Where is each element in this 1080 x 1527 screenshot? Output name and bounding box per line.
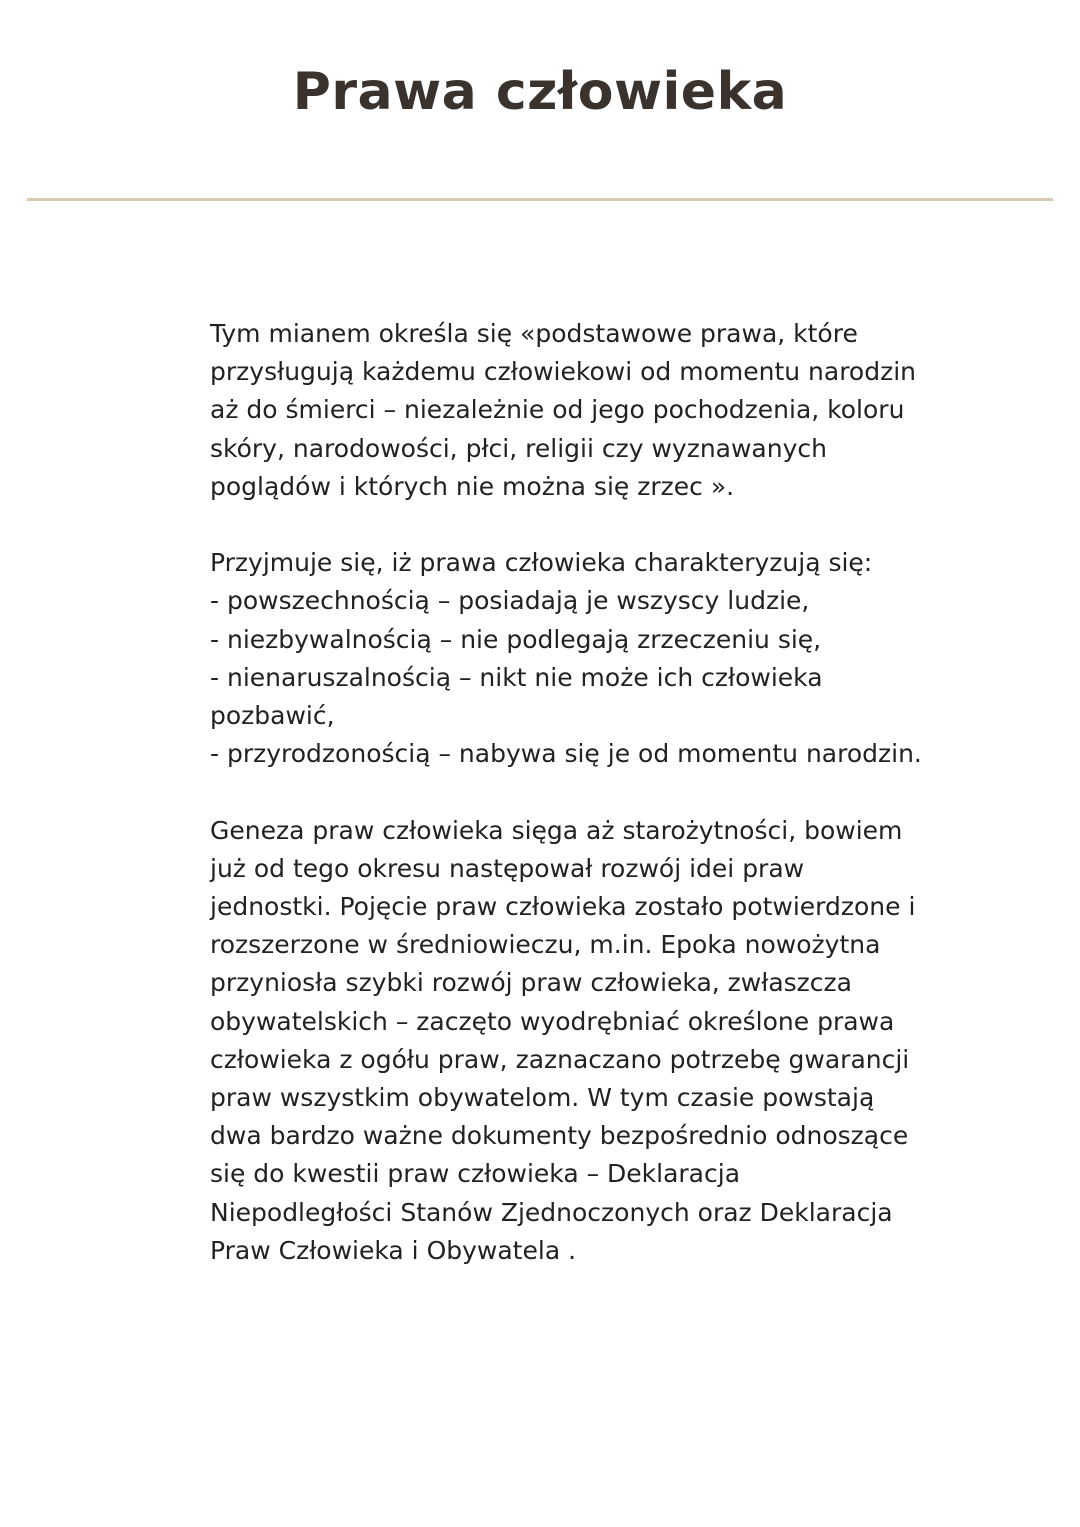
document-body (210, 315, 930, 1308)
paragraph-features-intro: Przyjmuje się, iż prawa człowieka charakteryzują się: (210, 548, 873, 578)
paragraph-definition: Tym mianem określa się «podstawowe prawa, które przysługują każdemu człowiekowi od momentu narodzin aż do śmierci – niezależnie od jego pochodzenia, koloru skóry, narodowości, płci, religii czy wyznawanych poglądów i których nie można się zrzec ». (210, 319, 917, 501)
feature-item: - nienaruszalnością – nikt nie może ich człowieka pozbawić, (210, 659, 930, 735)
feature-item: - przyrodzonością – nabywa się je od momentu narodzin. (210, 735, 930, 773)
page-title: Prawa człowieka (292, 62, 788, 122)
feature-item: - niezbywalnością – nie podlegają zrzeczeniu się, (210, 621, 930, 659)
paragraph-genesis: Geneza praw człowieka sięga aż starożytności, bowiem już od tego okresu następował rozwój idei praw jednostki. Pojęcie praw człowieka zostało potwierdzone i rozszerzone w średniowieczu, m.in. Epoka nowożytna przyniosła szybki rozwój praw człowieka, zwłaszcza obywatelskich – zaczęto wyodrębniać określone prawa człowieka z ogółu praw, zaznaczano potrzebę gwarancji praw wszystkim obywatelom. W tym czasie powstają dwa bardzo ważne dokumenty bezpośrednio odnoszące się do kwestii praw człowieka – Deklaracja Niepodległości Stanów Zjednoczonych oraz Deklaracja Praw Człowieka i Obywatela . (210, 815, 916, 1265)
title-divider (27, 198, 1053, 201)
feature-item: - powszechnością – posiadają je wszyscy ludzie, (210, 582, 930, 620)
features-list (210, 582, 930, 773)
